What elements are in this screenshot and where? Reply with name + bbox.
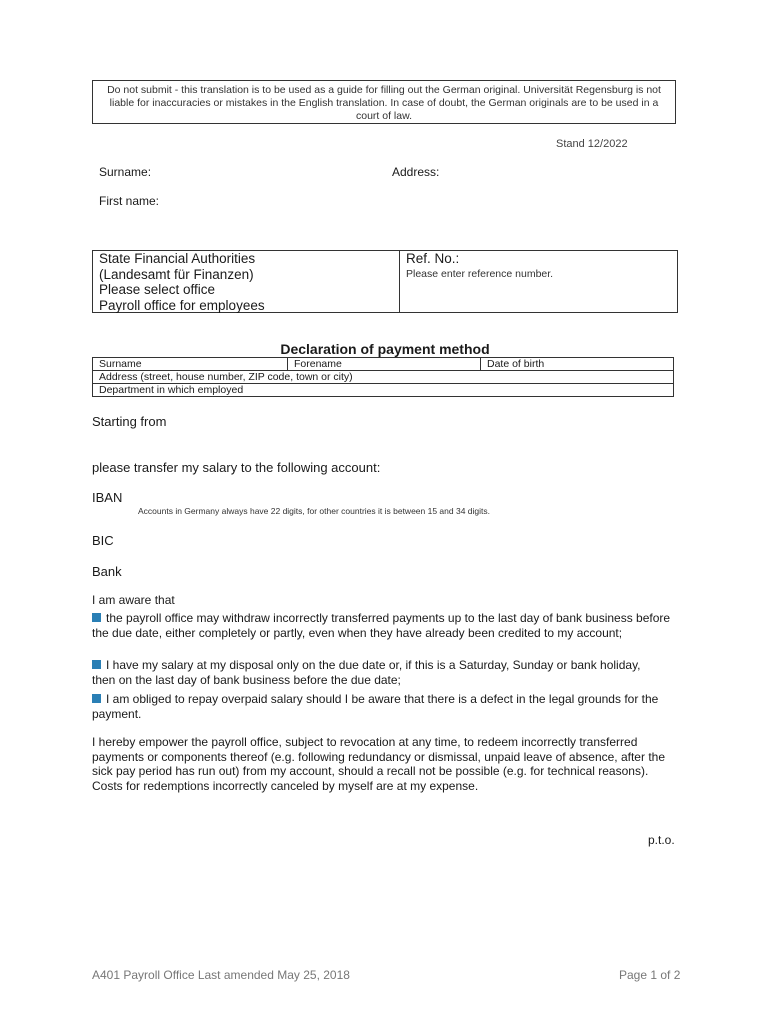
page-number: Page 1 of 2 <box>619 968 681 982</box>
authority-line-2: (Landesamt für Finanzen) <box>99 266 254 282</box>
department-cell[interactable]: Department in which employed <box>93 384 674 397</box>
disclaimer-box: Do not submit - this translation is to be used as a guide for filling out the German original. Universität Regensburg is not liable for inaccuracies or mistakes in the English translation. In case of doubt, the German originals are to be used in a court of law. <box>92 80 676 124</box>
ref-no-label: Ref. No.: <box>406 251 460 266</box>
iban-hint: Accounts in Germany always have 22 digits, for other countries it is between 15 and 34 digits. <box>138 506 490 516</box>
starting-from-label: Starting from <box>92 414 167 429</box>
square-bullet-icon <box>92 613 101 622</box>
aware-intro: I am aware that <box>92 593 175 607</box>
ref-no-hint: Please enter reference number. <box>406 268 554 280</box>
authority-line-4: Payroll office for employees <box>99 297 265 313</box>
dob-cell[interactable]: Date of birth <box>481 358 674 371</box>
aware-item <box>92 611 682 640</box>
footer-left: A401 Payroll Office Last amended May 25, 2018 <box>92 968 350 982</box>
aware-item-text: the payroll office may withdraw incorrectly transferred payments up to the last day of bank business before the due date, either completely or partly, even when they have already been credited to my account; <box>92 611 671 640</box>
forename-cell[interactable]: Forename <box>288 358 481 371</box>
reference-number-field[interactable] <box>400 251 677 312</box>
declaration-title: Declaration of payment method <box>280 341 490 357</box>
address-label: Address: <box>392 165 440 179</box>
square-bullet-icon <box>92 660 101 669</box>
aware-item-text: I have my salary at my disposal only on the due date or, if this is a Saturday, Sunday or bank holiday, then on the last day of bank business before the due date; <box>92 658 641 687</box>
square-bullet-icon <box>92 694 101 703</box>
transfer-text: please transfer my salary to the following account: <box>92 460 381 475</box>
stand-date: Stand 12/2022 <box>556 138 628 150</box>
first-name-label: First name: <box>99 194 160 208</box>
office-select[interactable]: Please select office <box>99 282 216 297</box>
aware-item <box>92 692 677 721</box>
bic-label: BIC <box>92 533 114 548</box>
surname-cell[interactable]: Surname <box>93 358 288 371</box>
authority-line-1: State Financial Authorities <box>99 251 256 266</box>
aware-item <box>92 658 662 687</box>
iban-label: IBAN <box>92 490 123 505</box>
address-cell[interactable]: Address (street, house number, ZIP code, town or city) <box>93 371 674 384</box>
bank-label: Bank <box>92 564 122 579</box>
employee-details-table <box>92 357 674 397</box>
authority-box <box>92 250 678 313</box>
authority-address <box>93 251 400 312</box>
aware-item-text: I am obliged to repay overpaid salary should I be aware that there is a defect in the legal grounds for the payment. <box>92 692 659 721</box>
surname-label: Surname: <box>99 165 152 179</box>
empower-paragraph: I hereby empower the payroll office, subject to revocation at any time, to redeem incorrectly transferred payments or components thereof (e.g. following redundancy or dismissal, unpaid leave of absence, after the sick pay period has run out) from my account, should a recall not be possible (e.g. for technical reasons). Costs for redemptions incorrectly canceled by myself are at my expense. <box>92 735 665 793</box>
pto-label: p.t.o. <box>648 833 675 847</box>
